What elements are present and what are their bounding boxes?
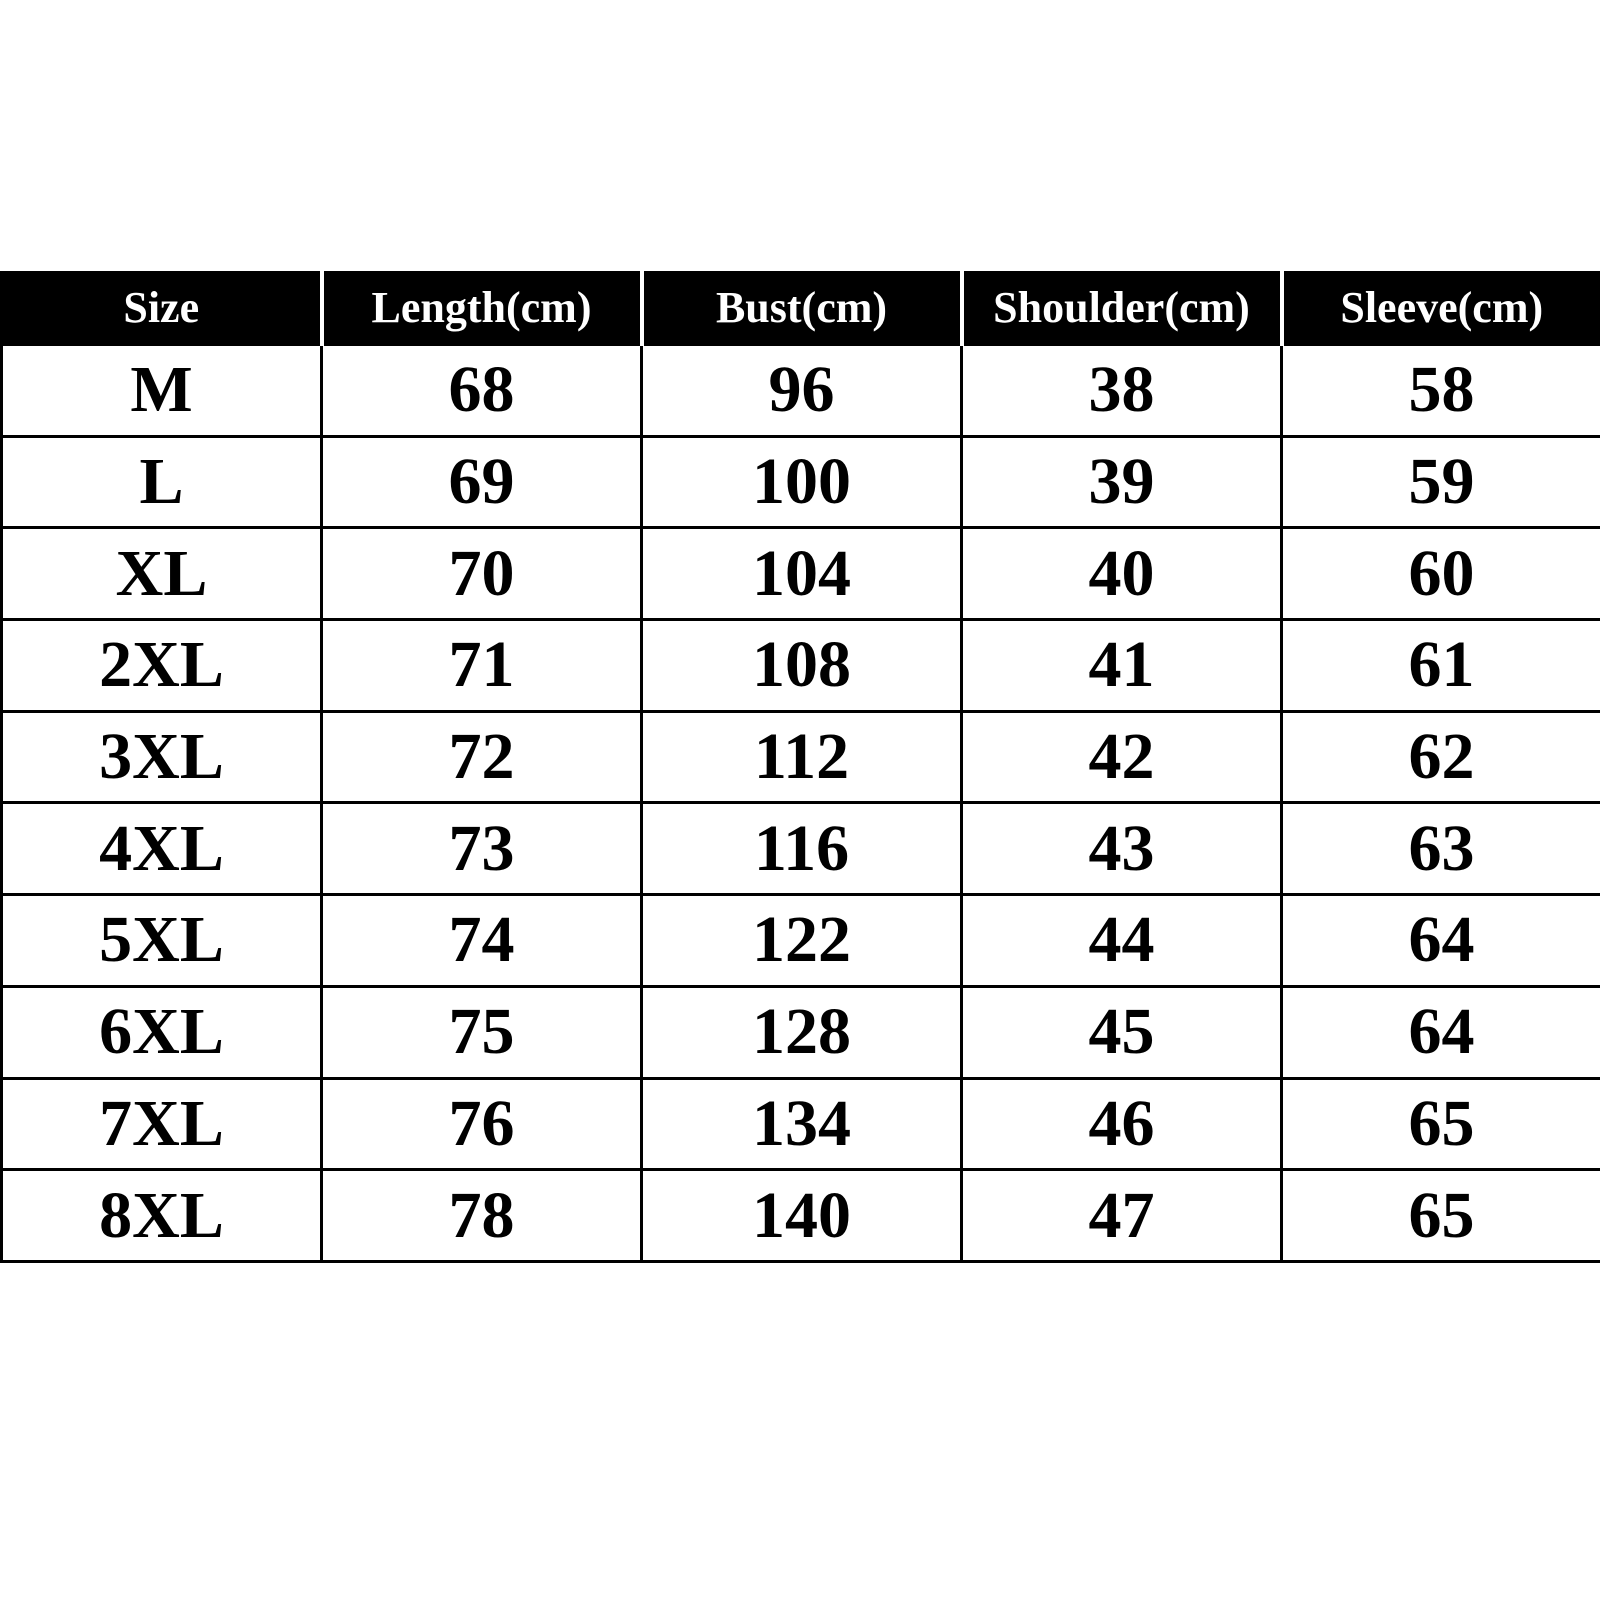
sleeve-cell: 59: [1282, 436, 1600, 528]
size-cell: XL: [2, 528, 322, 620]
shoulder-cell: 39: [962, 436, 1282, 528]
shoulder-cell: 43: [962, 803, 1282, 895]
header-cell-length: Length(cm): [322, 271, 642, 345]
sleeve-cell: 61: [1282, 620, 1600, 712]
length-cell: 70: [322, 528, 642, 620]
table-row: [2, 528, 1600, 620]
size-cell: 5XL: [2, 895, 322, 987]
sleeve-cell: 64: [1282, 895, 1600, 987]
shoulder-cell: 47: [962, 1170, 1282, 1262]
size-cell: 3XL: [2, 711, 322, 803]
length-cell: 74: [322, 895, 642, 987]
bust-cell: 122: [642, 895, 962, 987]
length-cell: 71: [322, 620, 642, 712]
sleeve-cell: 64: [1282, 986, 1600, 1078]
sleeve-cell: 58: [1282, 345, 1600, 437]
bust-cell: 112: [642, 711, 962, 803]
size-cell: 2XL: [2, 620, 322, 712]
size-cell: 8XL: [2, 1170, 322, 1262]
sleeve-cell: 65: [1282, 1170, 1600, 1262]
table-row: [2, 436, 1600, 528]
sleeve-cell: 60: [1282, 528, 1600, 620]
bust-cell: 134: [642, 1078, 962, 1170]
bust-cell: 104: [642, 528, 962, 620]
length-cell: 78: [322, 1170, 642, 1262]
table-row: [2, 345, 1600, 437]
shoulder-cell: 41: [962, 620, 1282, 712]
table-row: [2, 986, 1600, 1078]
shoulder-cell: 44: [962, 895, 1282, 987]
size-cell: 6XL: [2, 986, 322, 1078]
length-cell: 73: [322, 803, 642, 895]
shoulder-cell: 46: [962, 1078, 1282, 1170]
table-row: [2, 1078, 1600, 1170]
shoulder-cell: 38: [962, 345, 1282, 437]
bust-cell: 96: [642, 345, 962, 437]
sleeve-cell: 65: [1282, 1078, 1600, 1170]
table-row: [2, 895, 1600, 987]
table-row: [2, 1170, 1600, 1262]
table-row: [2, 620, 1600, 712]
length-cell: 76: [322, 1078, 642, 1170]
sleeve-cell: 63: [1282, 803, 1600, 895]
length-cell: 72: [322, 711, 642, 803]
length-cell: 69: [322, 436, 642, 528]
header-cell-sleeve: Sleeve(cm): [1282, 271, 1600, 345]
bust-cell: 100: [642, 436, 962, 528]
shoulder-cell: 45: [962, 986, 1282, 1078]
size-cell: 7XL: [2, 1078, 322, 1170]
shoulder-cell: 40: [962, 528, 1282, 620]
size-cell: M: [2, 345, 322, 437]
sleeve-cell: 62: [1282, 711, 1600, 803]
bust-cell: 140: [642, 1170, 962, 1262]
length-cell: 68: [322, 345, 642, 437]
header-cell-bust: Bust(cm): [642, 271, 962, 345]
size-cell: 4XL: [2, 803, 322, 895]
table-row: [2, 803, 1600, 895]
shoulder-cell: 42: [962, 711, 1282, 803]
bust-cell: 116: [642, 803, 962, 895]
size-cell: L: [2, 436, 322, 528]
header-cell-size: Size: [2, 271, 322, 345]
bust-cell: 128: [642, 986, 962, 1078]
length-cell: 75: [322, 986, 642, 1078]
header-cell-shoulder: Shoulder(cm): [962, 271, 1282, 345]
header-row: [2, 271, 1600, 345]
table-row: [2, 711, 1600, 803]
bust-cell: 108: [642, 620, 962, 712]
size-chart-table: [0, 271, 1600, 1263]
